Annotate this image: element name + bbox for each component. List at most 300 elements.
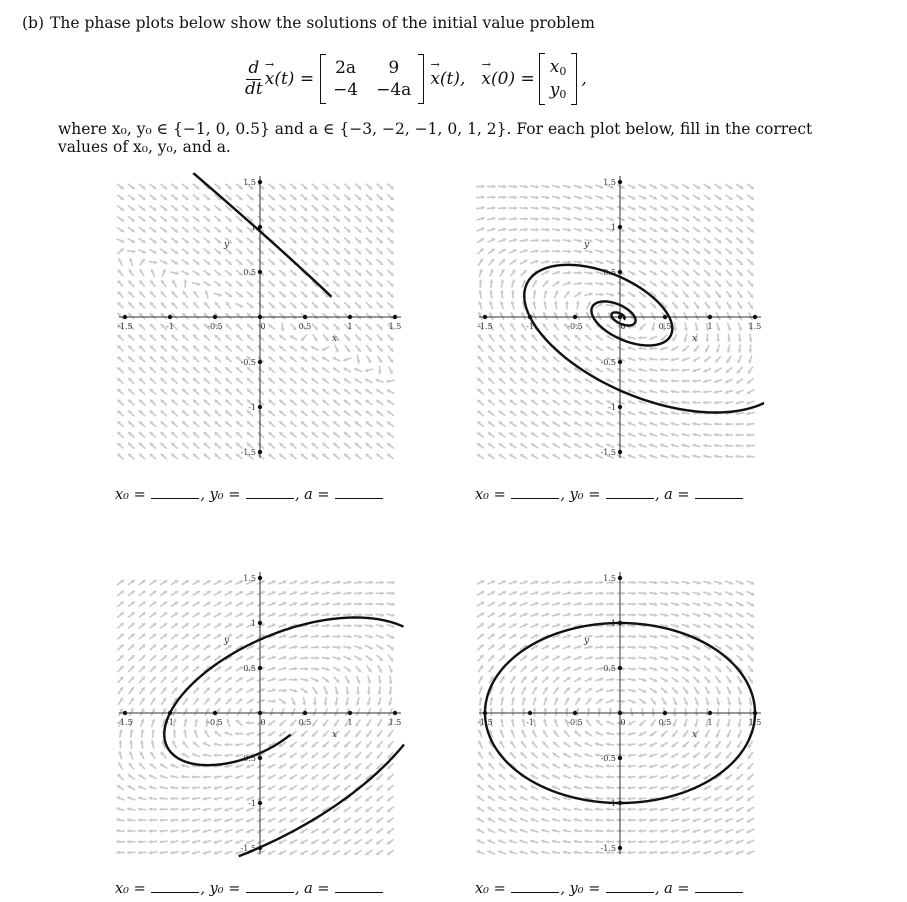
x-tick-label: -1.5 bbox=[117, 718, 133, 727]
field-arrowhead bbox=[660, 357, 663, 361]
field-arrowhead bbox=[628, 775, 631, 779]
field-arrowhead bbox=[649, 357, 652, 361]
field-arrowhead bbox=[149, 807, 152, 811]
field-arrowhead bbox=[617, 840, 620, 844]
field-arrowhead bbox=[727, 339, 731, 342]
field-arrowhead bbox=[600, 602, 603, 606]
x-tick-dot bbox=[213, 711, 217, 715]
field-arrowhead bbox=[514, 217, 517, 221]
field-arrowhead bbox=[736, 422, 739, 426]
rhs-arg: (t), bbox=[439, 69, 466, 89]
field-arrowhead bbox=[235, 732, 238, 736]
field-arrowhead bbox=[617, 797, 620, 801]
field-arrowhead bbox=[388, 691, 392, 694]
field-arrowhead bbox=[725, 444, 728, 448]
field-arrowhead bbox=[748, 350, 752, 353]
field-arrowhead bbox=[305, 656, 308, 660]
y-tick-label: 1.5 bbox=[603, 178, 616, 187]
field-arrowhead bbox=[606, 829, 609, 833]
field-arrowhead bbox=[192, 786, 195, 790]
x-tick-label: 1 bbox=[347, 718, 353, 727]
field-arrowhead bbox=[622, 591, 625, 595]
field-arrowhead bbox=[543, 708, 547, 711]
rhs-vector: → x bbox=[430, 69, 440, 89]
field-arrowhead bbox=[514, 195, 517, 199]
field-arrowhead bbox=[628, 851, 631, 855]
field-arrowhead bbox=[116, 829, 119, 833]
field-arrowhead bbox=[584, 829, 587, 833]
field-arrowhead bbox=[183, 280, 187, 283]
field-arrowhead bbox=[337, 645, 340, 649]
field-arrowhead bbox=[589, 591, 592, 595]
field-arrowhead bbox=[714, 433, 717, 437]
field-arrowhead bbox=[589, 580, 592, 584]
x-tick-dot bbox=[753, 315, 757, 319]
field-arrowhead bbox=[181, 775, 184, 779]
x-tick-dot bbox=[258, 711, 262, 715]
y-tick-dot bbox=[258, 405, 262, 409]
field-arrowhead bbox=[557, 228, 560, 232]
field-arrowhead bbox=[590, 282, 593, 286]
x-axis-label: x bbox=[332, 334, 338, 344]
field-arrowhead bbox=[682, 368, 685, 372]
field-arrowhead bbox=[503, 195, 506, 199]
field-arrowhead bbox=[327, 645, 330, 649]
field-arrowhead bbox=[643, 635, 646, 639]
field-arrowhead bbox=[503, 217, 506, 221]
field-arrowhead bbox=[345, 691, 349, 694]
ivp-equation bbox=[245, 48, 587, 110]
field-arrowhead bbox=[738, 349, 742, 352]
field-arrowhead bbox=[482, 184, 485, 188]
field-arrowhead bbox=[170, 797, 173, 801]
x-tick-dot bbox=[258, 315, 262, 319]
field-arrowhead bbox=[170, 829, 173, 833]
field-arrowhead bbox=[492, 185, 495, 189]
x-tick-dot bbox=[123, 711, 127, 715]
field-arrowhead bbox=[132, 249, 135, 253]
field-arrowhead bbox=[622, 581, 625, 585]
field-arrowhead bbox=[584, 840, 587, 844]
field-arrowhead bbox=[617, 732, 620, 736]
field-arrowhead bbox=[554, 301, 558, 304]
field-arrowhead bbox=[617, 775, 620, 779]
field-arrowhead bbox=[284, 689, 287, 693]
field-arrowhead bbox=[172, 730, 176, 733]
field-arrowhead bbox=[617, 764, 620, 768]
field-arrowhead bbox=[633, 635, 636, 639]
y-tick-dot bbox=[618, 450, 622, 454]
field-arrowhead bbox=[116, 840, 119, 844]
field-arrowhead bbox=[127, 851, 130, 855]
field-arrowhead bbox=[370, 602, 373, 606]
field-arrowhead bbox=[611, 602, 614, 606]
field-arrowhead bbox=[692, 379, 695, 383]
field-arrowhead bbox=[533, 708, 537, 711]
x-tick-dot bbox=[663, 315, 667, 319]
field-arrowhead bbox=[574, 850, 577, 854]
field-arrowhead bbox=[579, 260, 582, 264]
field-arrowhead bbox=[638, 807, 641, 811]
phase-plot-1 bbox=[115, 172, 405, 462]
field-arrowhead bbox=[638, 818, 641, 822]
field-arrowhead bbox=[535, 206, 538, 210]
x-tick-dot bbox=[348, 315, 352, 319]
field-arrowhead bbox=[703, 433, 706, 437]
x-tick-dot bbox=[708, 315, 712, 319]
field-arrowhead bbox=[479, 280, 483, 283]
coefficient-matrix bbox=[320, 54, 424, 104]
field-arrowhead bbox=[525, 206, 528, 210]
ic-x0: $x_0$ bbox=[549, 57, 567, 78]
field-arrowhead bbox=[600, 613, 603, 617]
x-axis-label: x bbox=[332, 730, 338, 740]
field-arrowhead bbox=[595, 796, 598, 800]
phase-plot-2 bbox=[475, 172, 765, 462]
field-arrowhead bbox=[381, 591, 384, 595]
ic-vector: → x bbox=[481, 69, 491, 89]
y-axis-label: y bbox=[224, 635, 230, 646]
matrix-cell: −4 bbox=[333, 80, 359, 100]
field-arrowhead bbox=[170, 807, 173, 811]
y-tick-label: -0.5 bbox=[240, 754, 256, 763]
problem-instructions: where x₀, y₀ ∈ {−1, 0, 0.5} and a ∈ {−3, −2, −1, 0, 1, 2}. For each plot below, fill in the correct values of x₀, y₀, and a. bbox=[58, 120, 813, 157]
field-arrowhead bbox=[392, 591, 395, 595]
x-tick-label: 0 bbox=[260, 718, 266, 727]
field-arrowhead bbox=[192, 775, 195, 779]
field-arrowhead bbox=[714, 422, 717, 426]
field-arrowhead bbox=[514, 185, 517, 189]
field-arrowhead bbox=[628, 829, 631, 833]
field-arrowhead bbox=[500, 708, 504, 711]
field-arrowhead bbox=[628, 818, 631, 822]
field-arrowhead bbox=[138, 829, 141, 833]
field-arrowhead bbox=[367, 692, 371, 695]
x-tick-label: 1 bbox=[347, 322, 353, 331]
matrix-cell: 2a bbox=[335, 58, 357, 78]
field-arrowhead bbox=[492, 195, 495, 199]
x-axis-label: x bbox=[692, 334, 698, 344]
y-tick-label: 1 bbox=[250, 223, 256, 232]
field-arrowhead bbox=[660, 368, 663, 372]
field-arrowhead bbox=[359, 613, 362, 617]
field-arrowhead bbox=[138, 818, 141, 822]
field-arrowhead bbox=[633, 667, 636, 671]
field-arrowhead bbox=[181, 797, 184, 801]
field-arrowhead bbox=[671, 368, 674, 372]
field-arrowhead bbox=[546, 217, 549, 221]
y-tick-label: -1 bbox=[248, 403, 256, 412]
y-tick-dot bbox=[258, 270, 262, 274]
y-tick-label: 1.5 bbox=[243, 178, 256, 187]
y-tick-dot bbox=[258, 450, 262, 454]
field-arrowhead bbox=[370, 613, 373, 617]
x-tick-label: 1.5 bbox=[388, 322, 402, 331]
field-arrowhead bbox=[633, 602, 636, 606]
lhs-arg: (t) = bbox=[274, 69, 315, 89]
field-arrowhead bbox=[546, 228, 549, 232]
field-arrowhead bbox=[622, 699, 625, 703]
field-arrowhead bbox=[638, 786, 641, 790]
field-arrowhead bbox=[160, 829, 163, 833]
field-arrowhead bbox=[703, 422, 706, 426]
y-tick-dot bbox=[258, 576, 262, 580]
field-arrowhead bbox=[536, 228, 539, 232]
field-arrowhead bbox=[606, 764, 609, 768]
field-arrowhead bbox=[500, 290, 504, 293]
field-arrowhead bbox=[736, 444, 739, 448]
field-arrowhead bbox=[378, 371, 382, 374]
field-arrowhead bbox=[381, 613, 384, 617]
field-arrowhead bbox=[595, 786, 598, 790]
field-arrowhead bbox=[327, 634, 330, 638]
field-arrowhead bbox=[356, 692, 360, 695]
field-arrowhead bbox=[525, 185, 528, 189]
field-arrowhead bbox=[370, 591, 373, 595]
field-arrowhead bbox=[703, 401, 706, 405]
x-tick-dot bbox=[303, 315, 307, 319]
field-arrowhead bbox=[568, 260, 571, 264]
problem-intro bbox=[22, 14, 595, 32]
field-arrowhead bbox=[140, 740, 144, 743]
y-tick-dot bbox=[258, 801, 262, 805]
field-arrowhead bbox=[595, 850, 598, 854]
y-tick-dot bbox=[258, 666, 262, 670]
field-arrowhead bbox=[522, 708, 526, 711]
x-tick-label: 1.5 bbox=[748, 322, 762, 331]
field-arrowhead bbox=[557, 260, 560, 264]
equation-end: , bbox=[581, 69, 587, 89]
x-tick-label: -1 bbox=[526, 322, 534, 331]
field-arrowhead bbox=[638, 840, 641, 844]
solution-curve bbox=[524, 265, 764, 413]
field-arrowhead bbox=[628, 840, 631, 844]
field-arrowhead bbox=[281, 328, 285, 331]
field-arrowhead bbox=[628, 807, 631, 811]
field-arrowhead bbox=[600, 293, 603, 297]
x-tick-dot bbox=[123, 315, 127, 319]
field-arrowhead bbox=[349, 624, 352, 628]
field-arrowhead bbox=[492, 206, 495, 210]
field-arrowhead bbox=[565, 708, 569, 711]
field-arrowhead bbox=[511, 290, 515, 293]
field-arrowhead bbox=[622, 667, 625, 671]
field-arrowhead bbox=[600, 591, 603, 595]
field-arrowhead bbox=[214, 753, 217, 757]
field-arrowhead bbox=[391, 602, 394, 606]
field-arrowhead bbox=[359, 591, 362, 595]
field-arrowhead bbox=[118, 740, 122, 743]
field-arrowhead bbox=[359, 624, 362, 628]
y-tick-label: -1.5 bbox=[600, 448, 616, 457]
y-tick-label: -1 bbox=[248, 799, 256, 808]
field-arrowhead bbox=[381, 602, 384, 606]
field-arrowhead bbox=[595, 818, 598, 822]
field-arrowhead bbox=[611, 656, 614, 660]
field-arrowhead bbox=[337, 613, 340, 617]
field-arrowhead bbox=[736, 454, 739, 458]
derivative-operator: $\frac{d}{dt}$ bbox=[245, 57, 263, 99]
ic-y0: $y_0$ bbox=[549, 80, 567, 101]
field-arrowhead bbox=[327, 656, 330, 660]
field-arrowhead bbox=[589, 602, 592, 606]
field-arrowhead bbox=[127, 840, 130, 844]
field-arrowhead bbox=[682, 379, 685, 383]
field-arrowhead bbox=[611, 613, 614, 617]
field-arrowhead bbox=[633, 645, 636, 649]
phase-plot-4 bbox=[475, 568, 765, 858]
x-tick-label: -1.5 bbox=[477, 322, 493, 331]
field-arrowhead bbox=[514, 228, 517, 232]
field-arrowhead bbox=[525, 195, 528, 199]
ic-arg: (0) = bbox=[491, 69, 535, 89]
x-tick-label: 0 bbox=[260, 322, 266, 331]
field-arrowhead bbox=[633, 581, 636, 585]
field-arrowhead bbox=[536, 238, 539, 242]
x-tick-dot bbox=[303, 711, 307, 715]
part-label: (b) bbox=[22, 14, 45, 32]
field-arrowhead bbox=[338, 635, 341, 639]
field-arrowhead bbox=[584, 807, 587, 811]
field-arrowhead bbox=[617, 807, 620, 811]
field-arrowhead bbox=[617, 721, 620, 725]
field-arrowhead bbox=[481, 195, 484, 199]
field-arrowhead bbox=[568, 271, 571, 275]
field-arrowhead bbox=[622, 624, 625, 628]
field-arrowhead bbox=[338, 624, 341, 628]
field-arrowhead bbox=[316, 634, 319, 638]
x-tick-label: -0.5 bbox=[207, 718, 223, 727]
field-arrowhead bbox=[489, 280, 493, 283]
field-arrowhead bbox=[370, 580, 373, 584]
field-arrowhead bbox=[622, 678, 625, 682]
field-arrowhead bbox=[671, 379, 674, 383]
field-arrowhead bbox=[525, 217, 528, 221]
matrix-cell: 9 bbox=[388, 58, 400, 78]
field-arrowhead bbox=[160, 840, 163, 844]
field-arrowhead bbox=[192, 797, 195, 801]
field-arrowhead bbox=[606, 818, 609, 822]
field-arrowhead bbox=[348, 591, 351, 595]
field-arrowhead bbox=[600, 634, 603, 638]
field-arrowhead bbox=[348, 635, 351, 639]
field-arrowhead bbox=[181, 807, 184, 811]
field-arrowhead bbox=[568, 249, 571, 253]
field-arrowhead bbox=[533, 290, 537, 293]
x-tick-dot bbox=[393, 315, 397, 319]
field-arrowhead bbox=[316, 656, 319, 660]
y-tick-dot bbox=[258, 180, 262, 184]
x-tick-dot bbox=[483, 315, 487, 319]
field-arrowhead bbox=[170, 786, 173, 790]
y-axis-label: y bbox=[224, 239, 230, 250]
y-axis-label: y bbox=[584, 239, 590, 250]
field-arrowhead bbox=[714, 401, 717, 405]
field-arrowhead bbox=[725, 454, 728, 458]
field-arrowhead bbox=[140, 730, 144, 733]
field-arrowhead bbox=[557, 239, 560, 243]
field-arrowhead bbox=[692, 400, 695, 404]
field-arrowhead bbox=[617, 743, 620, 747]
field-arrowhead bbox=[525, 228, 528, 232]
field-arrowhead bbox=[606, 775, 609, 779]
y-tick-label: 0.5 bbox=[243, 268, 256, 277]
field-arrowhead bbox=[305, 667, 308, 671]
field-arrowhead bbox=[705, 339, 709, 342]
field-arrowhead bbox=[746, 433, 749, 437]
y-tick-dot bbox=[618, 225, 622, 229]
x-tick-dot bbox=[393, 711, 397, 715]
field-arrowhead bbox=[671, 390, 674, 394]
x-tick-label: 0.5 bbox=[298, 718, 312, 727]
field-arrowhead bbox=[348, 613, 351, 617]
x-tick-label: -1 bbox=[166, 322, 174, 331]
field-arrowhead bbox=[595, 829, 598, 833]
field-arrowhead bbox=[606, 786, 609, 790]
field-arrowhead bbox=[736, 433, 739, 437]
field-arrowhead bbox=[313, 702, 317, 705]
field-arrowhead bbox=[149, 851, 152, 855]
field-arrowhead bbox=[617, 786, 620, 790]
field-arrowhead bbox=[622, 689, 625, 693]
y-tick-label: -0.5 bbox=[240, 358, 256, 367]
field-arrowhead bbox=[489, 290, 493, 293]
initial-condition-vector bbox=[539, 53, 578, 105]
y-tick-label: 1 bbox=[250, 619, 256, 628]
y-tick-label: -1.5 bbox=[240, 448, 256, 457]
field-arrowhead bbox=[587, 708, 591, 711]
field-arrowhead bbox=[611, 645, 614, 649]
field-arrowhead bbox=[611, 678, 614, 682]
field-arrowhead bbox=[127, 818, 130, 822]
field-arrowhead bbox=[595, 807, 598, 811]
field-arrowhead bbox=[638, 851, 641, 855]
field-arrowhead bbox=[682, 390, 685, 394]
y-tick-dot bbox=[258, 756, 262, 760]
field-arrowhead bbox=[638, 829, 641, 833]
field-arrowhead bbox=[294, 667, 297, 671]
y-tick-label: 1 bbox=[610, 223, 616, 232]
y-tick-label: -1.5 bbox=[240, 844, 256, 853]
field-arrowhead bbox=[725, 433, 728, 437]
field-arrowhead bbox=[628, 753, 631, 757]
y-tick-label: 0.5 bbox=[603, 268, 616, 277]
field-arrowhead bbox=[611, 591, 614, 595]
field-arrowhead bbox=[595, 775, 598, 779]
y-tick-dot bbox=[258, 621, 262, 625]
y-tick-label: 1.5 bbox=[243, 574, 256, 583]
y-tick-dot bbox=[618, 405, 622, 409]
field-arrowhead bbox=[628, 764, 631, 768]
field-arrowhead bbox=[503, 185, 506, 189]
x-tick-dot bbox=[213, 315, 217, 319]
field-arrowhead bbox=[138, 840, 141, 844]
field-arrowhead bbox=[557, 249, 560, 253]
x-tick-label: -0.5 bbox=[567, 322, 583, 331]
field-arrowhead bbox=[511, 708, 515, 711]
field-arrowhead bbox=[617, 829, 620, 833]
field-arrowhead bbox=[138, 851, 141, 855]
phase-plot-3 bbox=[115, 568, 405, 858]
field-arrowhead bbox=[622, 602, 625, 606]
field-arrowhead bbox=[479, 708, 483, 711]
x-tick-label: 1.5 bbox=[388, 718, 402, 727]
field-arrowhead bbox=[617, 851, 620, 855]
field-arrowhead bbox=[546, 249, 549, 253]
field-arrowhead bbox=[622, 645, 625, 649]
field-arrowhead bbox=[746, 444, 749, 448]
field-arrowhead bbox=[682, 400, 685, 404]
